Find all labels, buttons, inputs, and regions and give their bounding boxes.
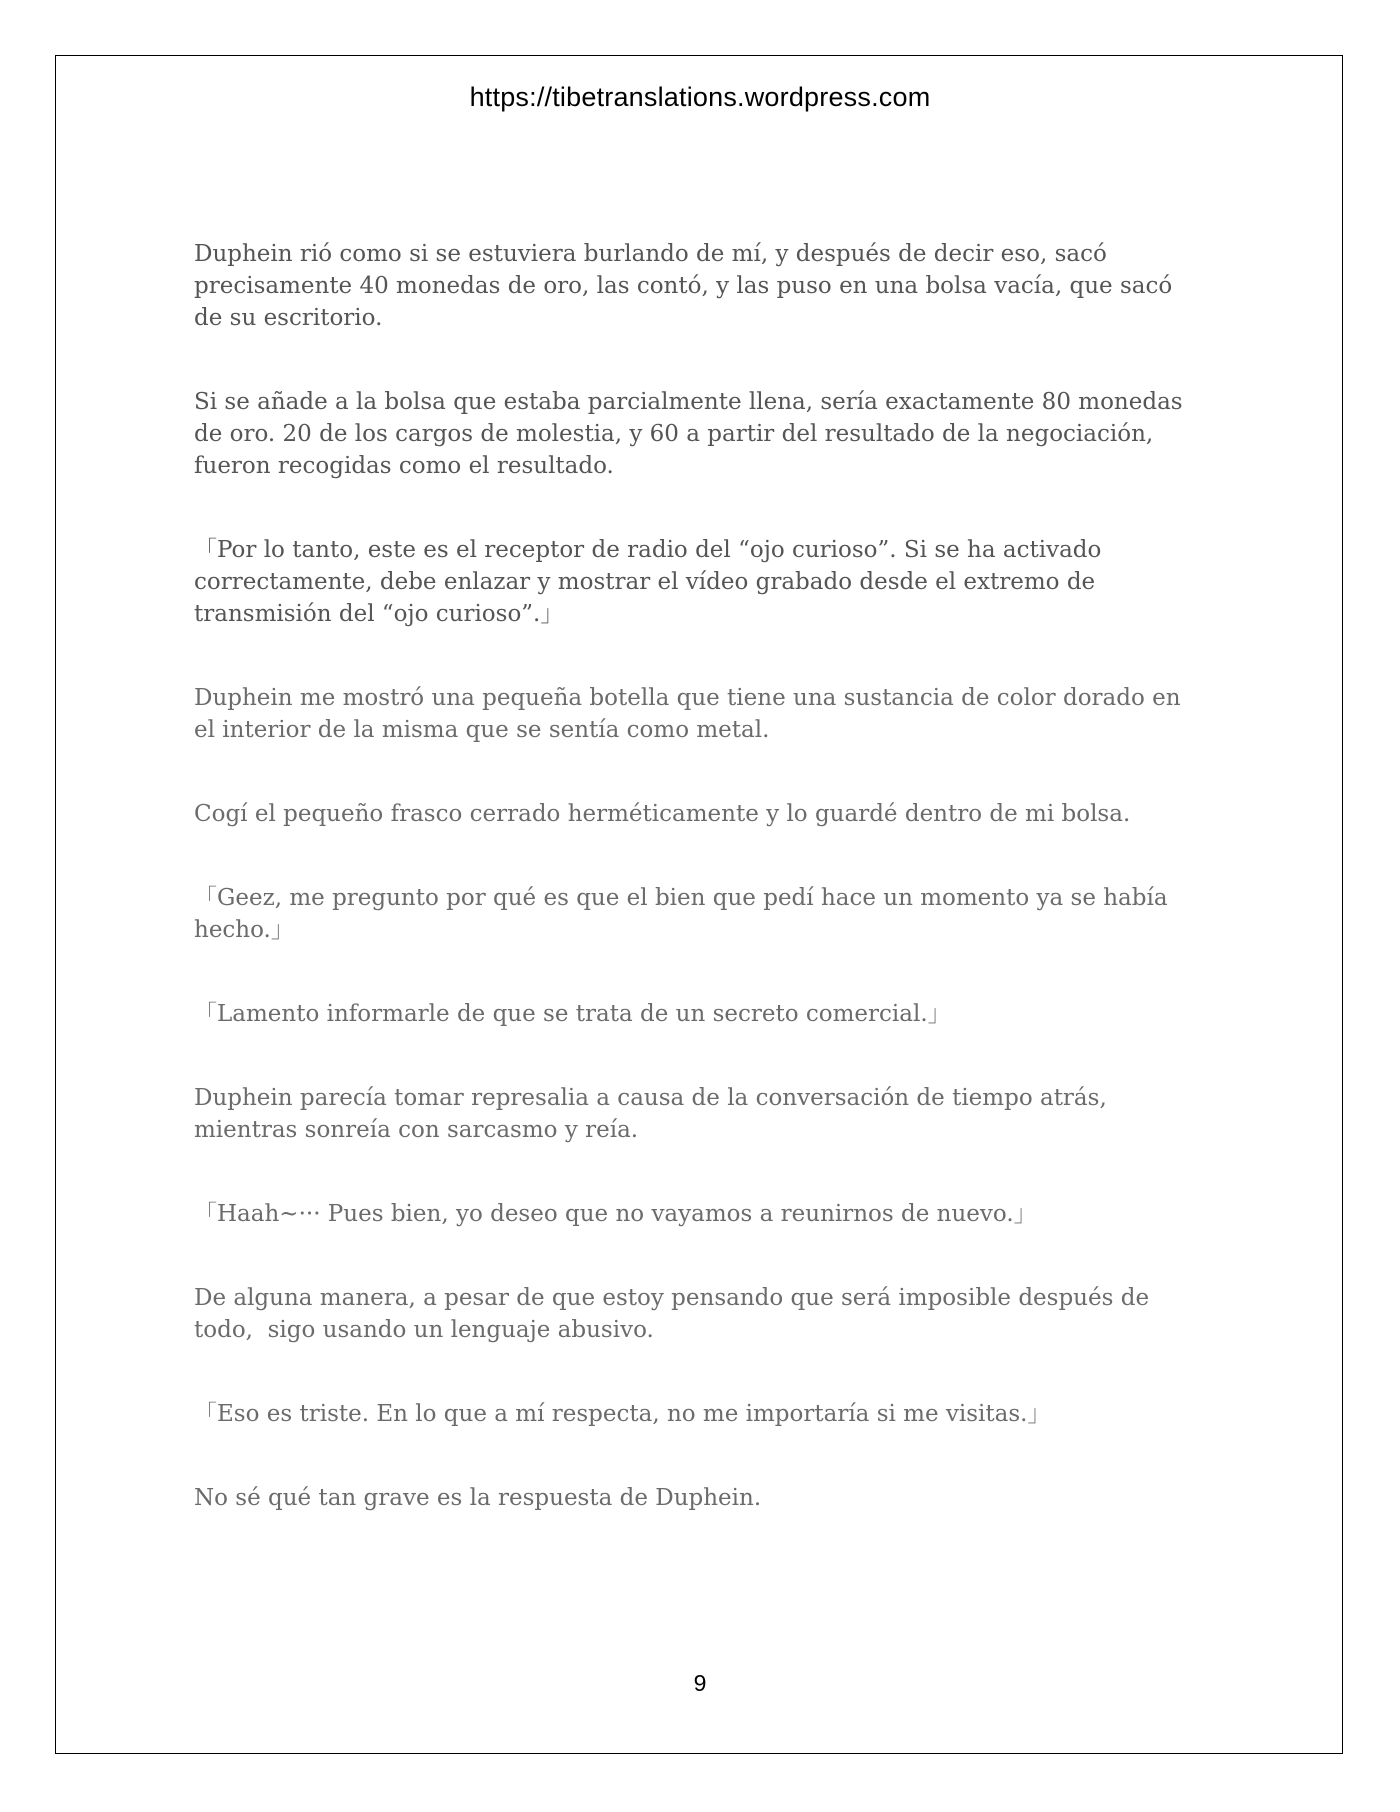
paragraph-12: No sé qué tan grave es la respuesta de Duphein. xyxy=(194,1485,762,1511)
page-number: 9 xyxy=(693,1670,707,1696)
paragraph-1: Duphein rió como si se estuviera burlando de mí, y después de decir eso, sacó precisamente 40 monedas de oro, las contó, y las puso en una bolsa vacía, que sacó de su escritorio. xyxy=(194,241,1180,331)
paragraph-3: 「Por lo tanto, este es el receptor de radio del “ojo curioso”. Si se ha activado correctamente, debe enlazar y mostrar el vídeo grabado desde el extremo de transmisión del “ojo curioso”.」 xyxy=(194,537,1109,627)
paragraph-9: 「Haah~··· Pues bien, yo deseo que no vayamos a reunirnos de nuevo.」 xyxy=(194,1201,1037,1227)
paragraph-7: 「Lamento informarle de que se trata de un secreto comercial.」 xyxy=(194,1001,951,1027)
document-body xyxy=(194,238,1204,1514)
paragraph-6: 「Geez, me pregunto por qué es que el bien que pedí hace un momento ya se había hecho.」 xyxy=(194,885,1175,943)
paragraph-4: Duphein me mostró una pequeña botella que tiene una sustancia de color dorado en el interior de la misma que se sentía como metal. xyxy=(194,685,1188,743)
paragraph-5: Cogí el pequeño frasco cerrado herméticamente y lo guardé dentro de mi bolsa. xyxy=(194,801,1131,827)
paragraph-11: 「Eso es triste. En lo que a mí respecta, no me importaría si me visitas.」 xyxy=(194,1401,1051,1427)
paragraph-8: Duphein parecía tomar represalia a causa de la conversación de tiempo atrás, mientras sonreía con sarcasmo y reía. xyxy=(194,1085,1115,1143)
header-url: https://tibetranslations.wordpress.com xyxy=(469,82,931,112)
paragraph-2: Si se añade a la bolsa que estaba parcialmente llena, sería exactamente 80 monedas de oro. 20 de los cargos de molestia, y 60 a partir del resultado de la negociación, fueron recogidas como el resultado. xyxy=(194,389,1190,479)
paragraph-10: De alguna manera, a pesar de que estoy pensando que será imposible después de todo, sigo usando un lenguaje abusivo. xyxy=(194,1285,1157,1343)
